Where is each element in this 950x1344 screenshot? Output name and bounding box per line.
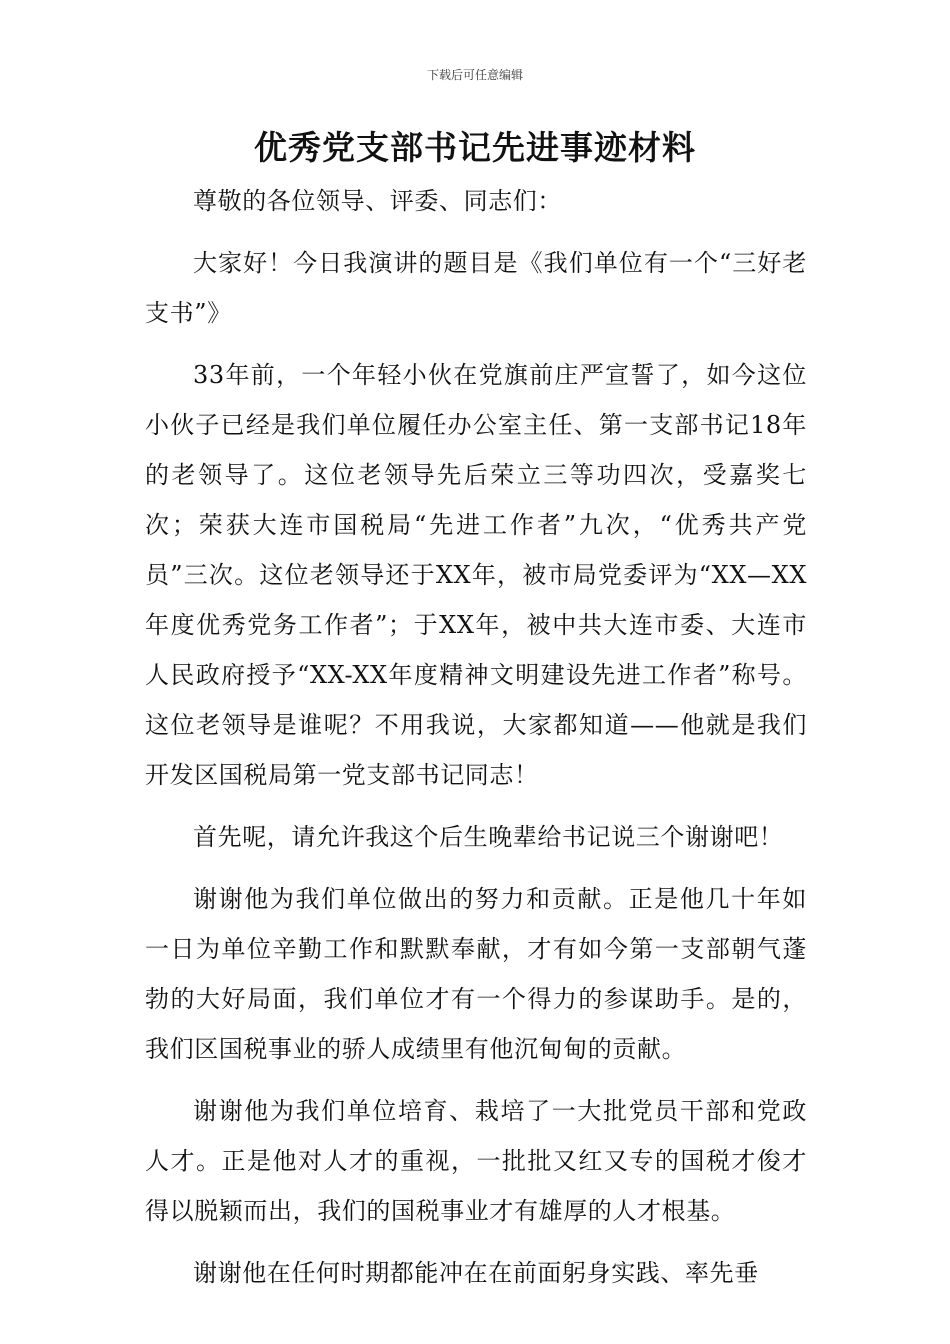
paragraph-intro: 大家好！今日我演讲的题目是《我们单位有一个“三好老支书”》 <box>145 249 807 327</box>
paragraph-thanks-3: 谢谢他在任何时期都能冲在在前面躬身实践、率先垂 <box>193 1259 759 1287</box>
document-title: 优秀党支部书记先进事迹材料 <box>254 128 696 167</box>
document-body <box>145 176 807 1310</box>
paragraph-thanks-1: 谢谢他为我们单位做出的努力和贡献。正是他几十年如一日为单位辛勤工作和默默奉献，才有如今第一支部朝气蓬勃的大好局面，我们单位才有一个得力的参谋助手。是的，我们区国税事业的骄人成绩里有他沉甸甸的贡献。 <box>145 885 807 1063</box>
paragraph-thanks-2: 谢谢他为我们单位培育、栽培了一大批党员干部和党政人才。正是他对人才的重视，一批批又红又专的国税才俊才得以脱颖而出，我们的国税事业才有雄厚的人才根基。 <box>145 1097 807 1225</box>
paragraph-background: 33年前，一个年轻小伙在党旗前庄严宣誓了，如今这位小伙子已经是我们单位履任办公室主任、第一支部书记18年的老领导了。这位老领导先后荣立三等功四次，受嘉奖七次；荣获大连市国税局“先进工作者”九次，“优秀共产党员”三次。这位老领导还于XX年，被市局党委评为“XX—XX年度优秀党务工作者”；于XX年，被中共大连市委、大连市人民政府授予“XX-XX年度精神文明建设先进工作者”称号。这位老领导是谁呢？不用我说，大家都知道——他就是我们开发区国税局第一党支部书记同志！ <box>145 361 807 789</box>
paragraph-greeting: 尊敬的各位领导、评委、同志们： <box>193 187 562 215</box>
paragraph-thanks-intro: 首先呢，请允许我这个后生晚辈给书记说三个谢谢吧！ <box>193 823 784 851</box>
page-header-note: 下载后可任意编辑 <box>426 68 523 82</box>
